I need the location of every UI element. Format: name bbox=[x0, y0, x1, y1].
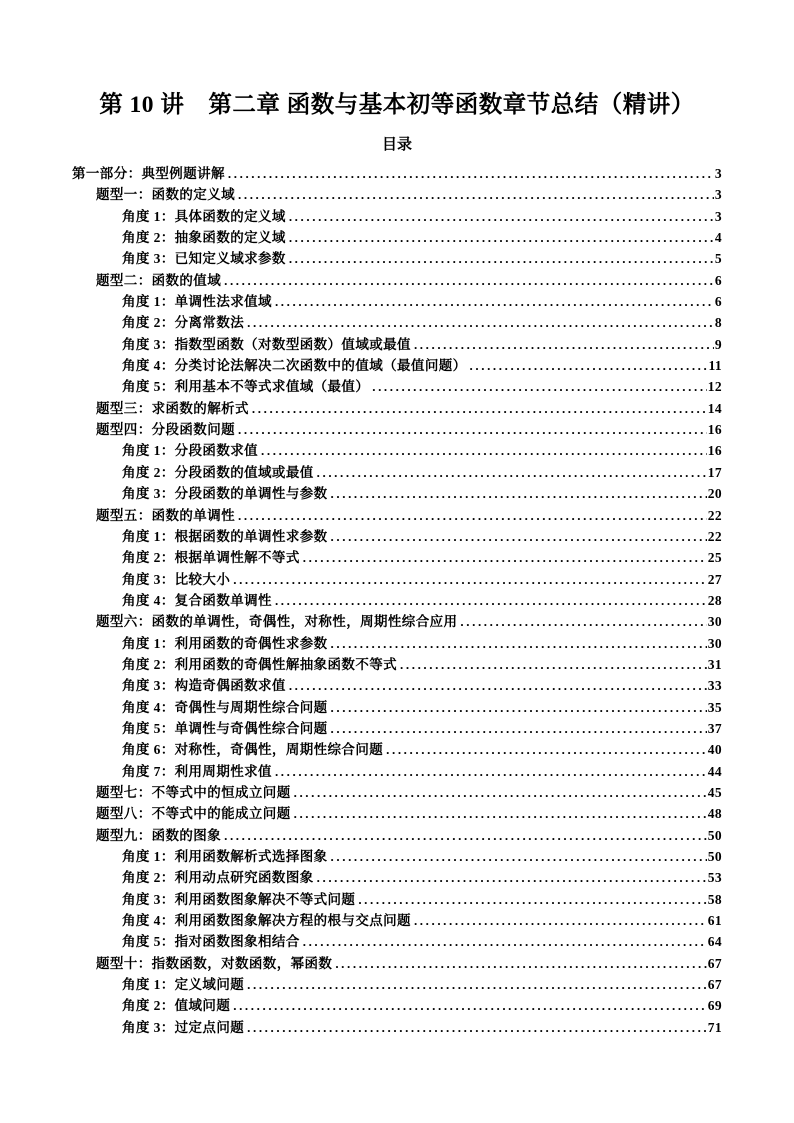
toc-dot-leader bbox=[317, 867, 707, 888]
toc-page-number: 25 bbox=[707, 550, 722, 566]
toc-entry[interactable] bbox=[72, 163, 722, 184]
toc-dot-leader bbox=[358, 889, 706, 910]
toc-entry[interactable] bbox=[72, 675, 722, 696]
toc-page-number: 71 bbox=[707, 1019, 722, 1035]
toc-dot-leader bbox=[289, 227, 714, 248]
toc-dot-leader bbox=[331, 483, 707, 504]
toc-entry-label: 角度 3：构造奇偶函数求值 bbox=[122, 678, 286, 694]
toc-dot-leader bbox=[289, 675, 707, 696]
toc-page-number: 20 bbox=[707, 486, 722, 502]
toc-page-number: 58 bbox=[707, 891, 722, 907]
toc-entry[interactable] bbox=[72, 1017, 722, 1038]
toc-dot-leader bbox=[331, 718, 707, 739]
toc-entry-label: 角度 1：分段函数求值 bbox=[122, 443, 259, 459]
toc-entry-label: 角度 6：对称性，奇偶性，周期性综合问题 bbox=[122, 742, 384, 758]
toc-entry[interactable] bbox=[72, 440, 722, 461]
toc-entry-label: 角度 5：单调性与奇偶性综合问题 bbox=[122, 720, 328, 736]
toc-entry[interactable] bbox=[72, 526, 722, 547]
toc-page-number: 30 bbox=[707, 635, 722, 651]
toc-entry[interactable] bbox=[72, 483, 722, 504]
toc-entry[interactable] bbox=[72, 270, 722, 291]
toc-entry[interactable] bbox=[72, 953, 722, 974]
toc-entry[interactable] bbox=[72, 312, 722, 333]
toc-dot-leader bbox=[238, 184, 714, 205]
toc-page-number: 6 bbox=[714, 294, 722, 310]
toc-entry[interactable] bbox=[72, 547, 722, 568]
toc-entry-label: 角度 2：根据单调性解不等式 bbox=[122, 550, 300, 566]
toc-entry[interactable] bbox=[72, 376, 722, 397]
toc-entry-label: 角度 5：指对函数图象相结合 bbox=[122, 934, 300, 950]
toc-entry-label: 角度 1：利用函数解析式选择图象 bbox=[122, 849, 328, 864]
toc-entry[interactable] bbox=[72, 846, 722, 867]
toc-entry[interactable] bbox=[72, 782, 722, 803]
toc-page-number: 5 bbox=[714, 251, 722, 267]
toc-entry[interactable] bbox=[72, 419, 722, 440]
toc-entry-label: 角度 3：分段函数的单调性与参数 bbox=[122, 486, 328, 502]
toc-entry-label: 题型九：函数的图象 bbox=[96, 827, 222, 843]
toc-entry-label: 题型三：求函数的解析式 bbox=[96, 400, 249, 416]
toc-dot-leader bbox=[252, 398, 707, 419]
toc-page-number: 44 bbox=[707, 763, 722, 779]
toc-page-number: 16 bbox=[707, 422, 722, 438]
toc-dot-leader bbox=[303, 547, 707, 568]
toc-entry-label: 角度 1：单调性法求值域 bbox=[122, 294, 272, 310]
toc-page-number: 9 bbox=[714, 336, 722, 352]
toc-entry-label: 角度 7：利用周期性求值 bbox=[122, 763, 272, 779]
toc-dot-leader bbox=[247, 974, 707, 995]
toc-dot-leader bbox=[470, 355, 708, 376]
toc-entry-label: 角度 4：奇偶性与周期性综合问题 bbox=[122, 699, 328, 715]
toc-page-number: 53 bbox=[707, 870, 722, 886]
toc-entry[interactable] bbox=[72, 697, 722, 718]
toc-entry-label: 角度 3：利用函数图象解决不等式问题 bbox=[122, 891, 356, 907]
toc-page-number: 67 bbox=[707, 955, 722, 971]
toc-page-number: 27 bbox=[707, 571, 722, 587]
toc-entry[interactable] bbox=[72, 654, 722, 675]
toc-dot-leader bbox=[460, 611, 706, 632]
toc-dot-leader bbox=[238, 505, 707, 526]
toc-dot-leader bbox=[303, 931, 707, 952]
toc-entry[interactable] bbox=[72, 590, 722, 611]
toc-entry-label: 第一部分：典型例题讲解 bbox=[72, 166, 225, 181]
toc-entry-label: 角度 1：根据函数的单调性求参数 bbox=[122, 528, 328, 544]
document-title: 第 10 讲 第二章 函数与基本初等函数章节总结（精讲） bbox=[99, 92, 695, 118]
toc-page-number: 48 bbox=[707, 806, 722, 822]
toc-list bbox=[72, 163, 722, 1038]
toc-entry[interactable] bbox=[72, 718, 722, 739]
toc-page-number: 50 bbox=[707, 849, 722, 864]
toc-page-number: 50 bbox=[707, 827, 722, 843]
toc-page-number: 40 bbox=[707, 742, 722, 758]
toc-page-number: 6 bbox=[714, 272, 722, 288]
toc-dot-leader bbox=[228, 163, 714, 184]
toc-entry[interactable] bbox=[72, 227, 722, 248]
toc-entry[interactable] bbox=[72, 398, 722, 419]
toc-entry-label: 角度 1：定义域问题 bbox=[122, 977, 245, 993]
toc-dot-leader bbox=[238, 419, 707, 440]
toc-entry[interactable] bbox=[72, 739, 722, 760]
toc-dot-leader bbox=[289, 206, 714, 227]
toc-dot-leader bbox=[261, 440, 707, 461]
toc-entry[interactable] bbox=[72, 611, 722, 632]
toc-heading: 目录 bbox=[381, 137, 412, 153]
toc-entry-label: 角度 2：分离常数法 bbox=[122, 315, 245, 331]
toc-dot-leader bbox=[289, 248, 714, 269]
toc-entry[interactable] bbox=[72, 248, 722, 269]
toc-entry-label: 角度 3：指数型函数（对数型函数）值域或最值 bbox=[122, 336, 411, 352]
toc-page-number: 35 bbox=[707, 699, 722, 715]
toc-page-number: 31 bbox=[707, 656, 722, 672]
toc-entry-label: 角度 2：抽象函数的定义域 bbox=[122, 230, 286, 246]
toc-dot-leader bbox=[331, 846, 707, 867]
toc-dot-leader bbox=[331, 697, 707, 718]
toc-entry-label: 角度 1：具体函数的定义域 bbox=[122, 208, 286, 224]
toc-entry[interactable] bbox=[72, 974, 722, 995]
toc-dot-leader bbox=[294, 803, 707, 824]
toc-dot-leader bbox=[335, 953, 706, 974]
toc-entry[interactable] bbox=[72, 569, 722, 590]
toc-entry-label: 角度 2：分段函数的值域或最值 bbox=[122, 464, 314, 480]
toc-dot-leader bbox=[400, 654, 707, 675]
toc-entry[interactable] bbox=[72, 931, 722, 952]
toc-entry-label: 角度 1：利用函数的奇偶性求参数 bbox=[122, 635, 328, 651]
toc-page-number: 64 bbox=[707, 934, 722, 950]
toc-dot-leader bbox=[414, 910, 707, 931]
toc-entry[interactable] bbox=[72, 761, 722, 782]
toc-entry-label: 题型二：函数的值域 bbox=[96, 272, 222, 288]
toc-dot-leader bbox=[233, 995, 706, 1016]
toc-page-number: 33 bbox=[707, 678, 722, 694]
toc-dot-leader bbox=[247, 1017, 707, 1038]
toc-entry-label: 角度 4：利用函数图象解决方程的根与交点问题 bbox=[122, 913, 411, 929]
toc-page-number: 3 bbox=[714, 166, 722, 181]
toc-dot-leader bbox=[247, 312, 714, 333]
toc-page-number: 3 bbox=[714, 208, 722, 224]
toc-page-number: 28 bbox=[707, 592, 722, 608]
toc-entry-label: 题型十：指数函数，对数函数，幂函数 bbox=[96, 955, 333, 971]
toc-dot-leader bbox=[275, 590, 707, 611]
toc-entry[interactable] bbox=[72, 867, 722, 888]
toc-entry[interactable] bbox=[72, 995, 722, 1016]
toc-entry-label: 题型八：不等式中的能成立问题 bbox=[96, 806, 291, 822]
toc-entry[interactable] bbox=[72, 825, 722, 846]
toc-entry[interactable] bbox=[72, 889, 722, 910]
toc-dot-leader bbox=[224, 270, 714, 291]
toc-dot-leader bbox=[386, 739, 707, 760]
toc-page-number: 69 bbox=[707, 998, 722, 1014]
toc-entry-label: 角度 3：比较大小 bbox=[122, 571, 231, 587]
toc-entry-label: 角度 2：利用函数的奇偶性解抽象函数不等式 bbox=[122, 656, 398, 672]
toc-page-number: 37 bbox=[707, 720, 722, 736]
toc-page-number: 14 bbox=[707, 400, 722, 416]
toc-entry[interactable] bbox=[72, 206, 722, 227]
toc-entry-label: 角度 4：分类讨论法解决二次函数中的值域（最值问题） bbox=[122, 358, 467, 374]
toc-page-number: 12 bbox=[707, 379, 722, 395]
toc-entry[interactable] bbox=[72, 462, 722, 483]
toc-entry[interactable] bbox=[72, 505, 722, 526]
toc-dot-leader bbox=[294, 782, 707, 803]
toc-page-number: 4 bbox=[714, 230, 722, 246]
toc-page-number: 45 bbox=[707, 784, 722, 800]
toc-dot-leader bbox=[275, 291, 714, 312]
toc-entry-label: 角度 2：值域问题 bbox=[122, 998, 231, 1014]
toc-entry-label: 题型五：函数的单调性 bbox=[96, 507, 235, 523]
toc-dot-leader bbox=[317, 462, 707, 483]
toc-entry-label: 角度 2：利用动点研究函数图象 bbox=[122, 870, 314, 886]
toc-page-number: 16 bbox=[707, 443, 722, 459]
toc-entry-label: 角度 3：过定点问题 bbox=[122, 1019, 245, 1035]
toc-entry[interactable] bbox=[72, 184, 722, 205]
toc-entry[interactable] bbox=[72, 334, 722, 355]
toc-page-number: 30 bbox=[707, 614, 722, 630]
toc-entry[interactable] bbox=[72, 633, 722, 654]
toc-dot-leader bbox=[331, 633, 707, 654]
toc-entry-label: 角度 4：复合函数单调性 bbox=[122, 592, 272, 608]
toc-page-number: 11 bbox=[708, 358, 722, 374]
toc-page-number: 22 bbox=[707, 507, 722, 523]
toc-page-number: 61 bbox=[707, 913, 722, 929]
toc-entry-label: 题型六：函数的单调性，奇偶性，对称性，周期性综合应用 bbox=[96, 614, 458, 630]
toc-entry-label: 题型四：分段函数问题 bbox=[96, 422, 235, 438]
toc-dot-leader bbox=[372, 376, 706, 397]
toc-dot-leader bbox=[233, 569, 706, 590]
toc-entry-label: 角度 3：已知定义域求参数 bbox=[122, 251, 286, 267]
toc-entry[interactable] bbox=[72, 910, 722, 931]
toc-entry[interactable] bbox=[72, 291, 722, 312]
toc-page-number: 22 bbox=[707, 528, 722, 544]
toc-page-number: 17 bbox=[707, 464, 722, 480]
toc-page-number: 67 bbox=[707, 977, 722, 993]
toc-entry[interactable] bbox=[72, 803, 722, 824]
toc-dot-leader bbox=[275, 761, 707, 782]
toc-dot-leader bbox=[414, 334, 714, 355]
toc-dot-leader bbox=[331, 526, 707, 547]
toc-page-number: 8 bbox=[714, 315, 722, 331]
toc-entry-label: 角度 5：利用基本不等式求值域（最值） bbox=[122, 379, 370, 395]
toc-entry-label: 题型一：函数的定义域 bbox=[96, 187, 235, 203]
toc-page-number: 3 bbox=[714, 187, 722, 203]
toc-dot-leader bbox=[224, 825, 707, 846]
toc-entry[interactable] bbox=[72, 355, 722, 376]
toc-entry-label: 题型七：不等式中的恒成立问题 bbox=[96, 784, 291, 800]
